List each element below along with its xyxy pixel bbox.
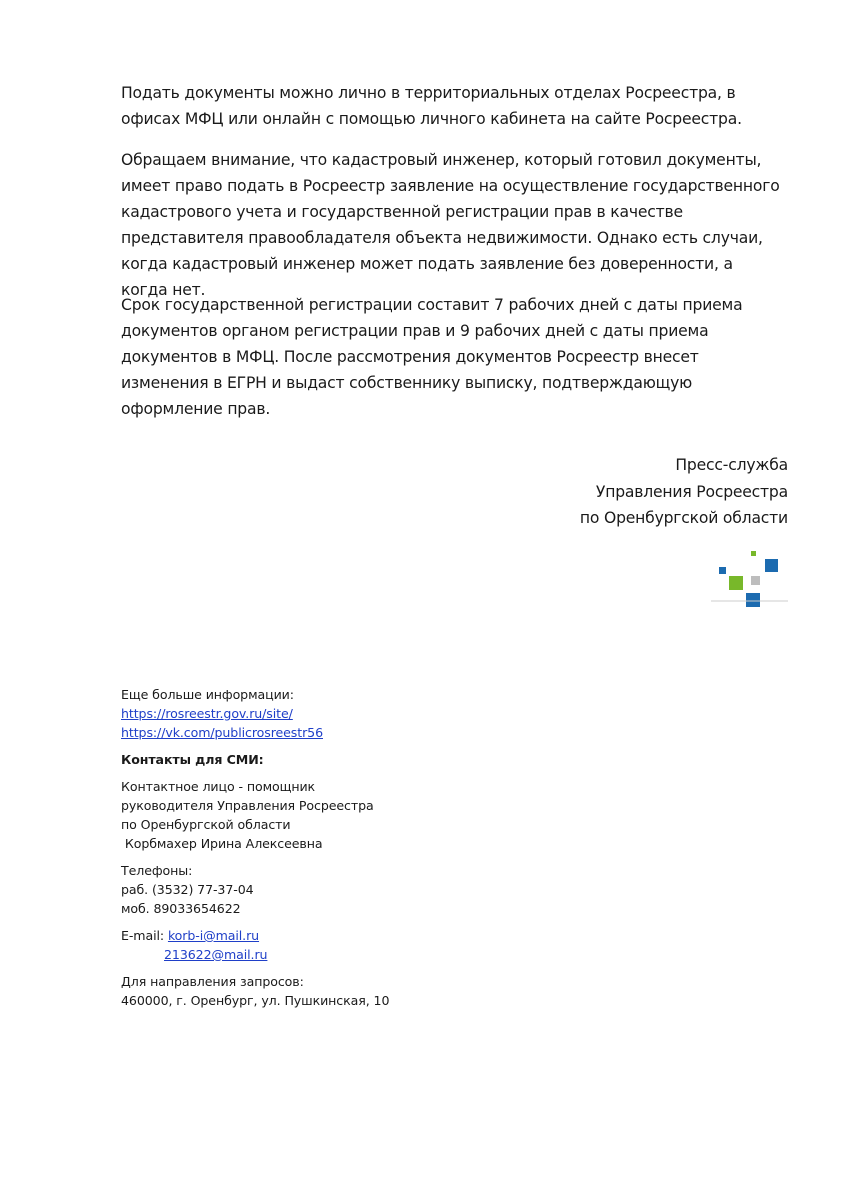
logo-square bbox=[751, 576, 760, 585]
logo-square bbox=[751, 551, 756, 556]
logo-square bbox=[719, 567, 726, 574]
paragraph-registration-term bbox=[121, 292, 781, 422]
phones-label: Телефоны: bbox=[121, 863, 193, 878]
contact-person-line: по Оренбургской области bbox=[121, 817, 291, 832]
phone-mobile: моб. 89033654622 bbox=[121, 901, 241, 916]
signature-line: Пресс-служба bbox=[675, 456, 788, 474]
contacts-block bbox=[121, 685, 541, 1010]
media-contacts-heading: Контакты для СМИ: bbox=[121, 752, 264, 767]
requests-label: Для направления запросов: bbox=[121, 974, 304, 989]
logo-square bbox=[746, 593, 760, 607]
contact-person-name: Корбмахер Ирина Алексеевна bbox=[121, 836, 323, 851]
paragraph-text: Срок государственной регистрации составит 7 рабочих дней с даты приема документов органом регистрации прав и 9 рабочих дней с даты приема документов в МФЦ. После рассмотрения документов Росреестр внесет изменения в ЕГРН и выдаст собственнику выписку, подтверждающую оформление прав. bbox=[121, 296, 743, 418]
email-link[interactable]: korb-i@mail.ru bbox=[167, 928, 260, 943]
contact-person-line: Контактное лицо - помощник bbox=[121, 779, 316, 794]
logo-square bbox=[729, 576, 743, 590]
logo-square bbox=[765, 559, 778, 572]
contact-person-line: руководителя Управления Росреестра bbox=[121, 798, 374, 813]
signature-block bbox=[580, 452, 788, 532]
email-link[interactable]: 213622@mail.ru bbox=[164, 947, 268, 962]
rosreestr-logo bbox=[709, 549, 789, 611]
rosreestr-site-link[interactable]: https://rosreestr.gov.ru/site/ bbox=[121, 706, 293, 721]
postal-address: 460000, г. Оренбург, ул. Пушкинская, 10 bbox=[121, 993, 390, 1008]
phone-work: раб. (3532) 77-37-04 bbox=[121, 882, 254, 897]
email-label: E-mail: bbox=[121, 928, 168, 943]
paragraph-text: Обращаем внимание, что кадастровый инженер, который готовил документы, имеет право подать в Росреестр заявление на осуществление государственного кадастрового учета и государственной регистрации прав в качестве представителя правообладателя объекта недвижимости. Однако есть случаи, когда кадастровый инженер может подать заявление без доверенности, а когда нет. bbox=[121, 151, 780, 299]
vk-link[interactable]: https://vk.com/publicrosreestr56 bbox=[121, 725, 323, 740]
paragraph-submission bbox=[121, 80, 781, 132]
paragraph-text: Подать документы можно лично в территориальных отделах Росреестра, в офисах МФЦ или онлайн с помощью личного кабинета на сайте Росреестра. bbox=[121, 84, 742, 128]
paragraph-cadastral-engineer bbox=[121, 147, 781, 303]
signature-line: Управления Росреестра bbox=[595, 482, 788, 501]
more-info-label: Еще больше информации: bbox=[121, 687, 294, 702]
signature-line: по Оренбургской области bbox=[579, 509, 788, 527]
